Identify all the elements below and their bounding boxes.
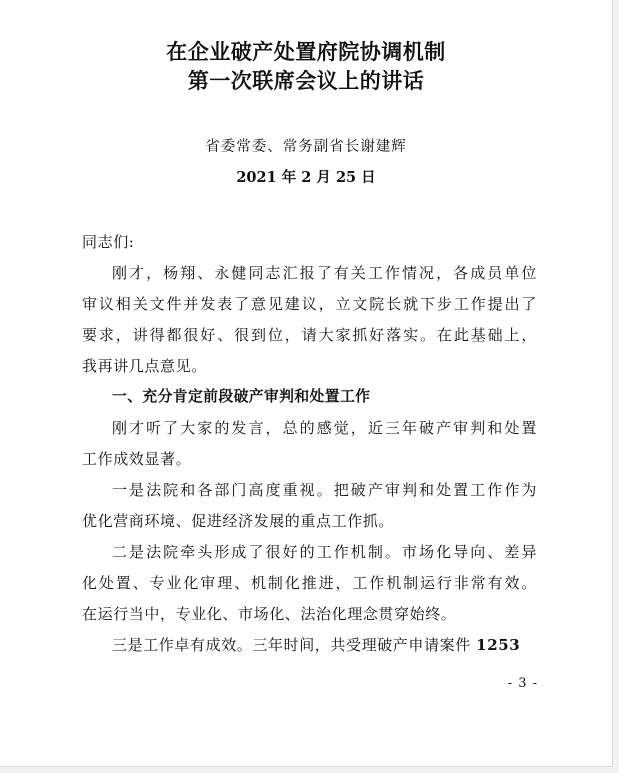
speech-date: 2021 年 2 月 25 日 (236, 169, 376, 186)
speech-title-line-1: 在企业破产处置府院协调机制 (166, 40, 446, 64)
paragraph-2-line-1: 刚才听了大家的发言，总的感觉，近三年破产审判和处置 (112, 419, 537, 437)
paragraph-1-line-3: 要求，讲得都很好、很到位，请大家抓好落实。在此基础上， (82, 326, 537, 344)
paragraph-4-line-2: 化处置、专业化审理、机制化推进，工作机制运行非常有效。 (82, 574, 537, 592)
viewer-right-margin (613, 0, 619, 773)
paragraph-5-text: 三是工作卓有成效。三年时间，共受理破产申请案件 (112, 636, 477, 654)
page-number: - 3 - (507, 676, 538, 691)
paragraph-1-line-4: 我再讲几点意见。 (82, 357, 207, 375)
paragraph-3-line-1: 一是法院和各部门高度重视。把破产审判和处置工作作为 (112, 481, 537, 499)
speaker-line: 省委常委、常务副省长谢建辉 (205, 139, 407, 155)
paragraph-4-line-1: 二是法院牵头形成了很好的工作机制。市场化导向、差异 (112, 543, 537, 561)
paragraph-1-line-2: 审议相关文件并发表了意见建议，立文院长就下步工作提出了 (82, 295, 537, 313)
paragraph-4-line-3: 在运行当中，专业化、市场化、法治化理念贯穿始终。 (82, 605, 457, 623)
salutation: 同志们: (82, 233, 135, 251)
paragraph-2-line-2: 工作成效显著。 (82, 450, 192, 468)
viewer-bottom-margin (0, 767, 619, 773)
paragraph-1-line-1: 刚才，杨翔、永健同志汇报了有关工作情况，各成员单位 (112, 264, 537, 282)
paragraph-3-line-2: 优化营商环境、促进经济发展的重点工作抓。 (82, 512, 395, 530)
paragraph-5-line-1 (112, 635, 537, 655)
section-1-heading: 一、充分肯定前段破产审判和处置工作 (112, 388, 371, 405)
case-count-number: 1253 (476, 636, 521, 654)
speech-title-line-2: 第一次联席会议上的讲话 (187, 69, 425, 93)
